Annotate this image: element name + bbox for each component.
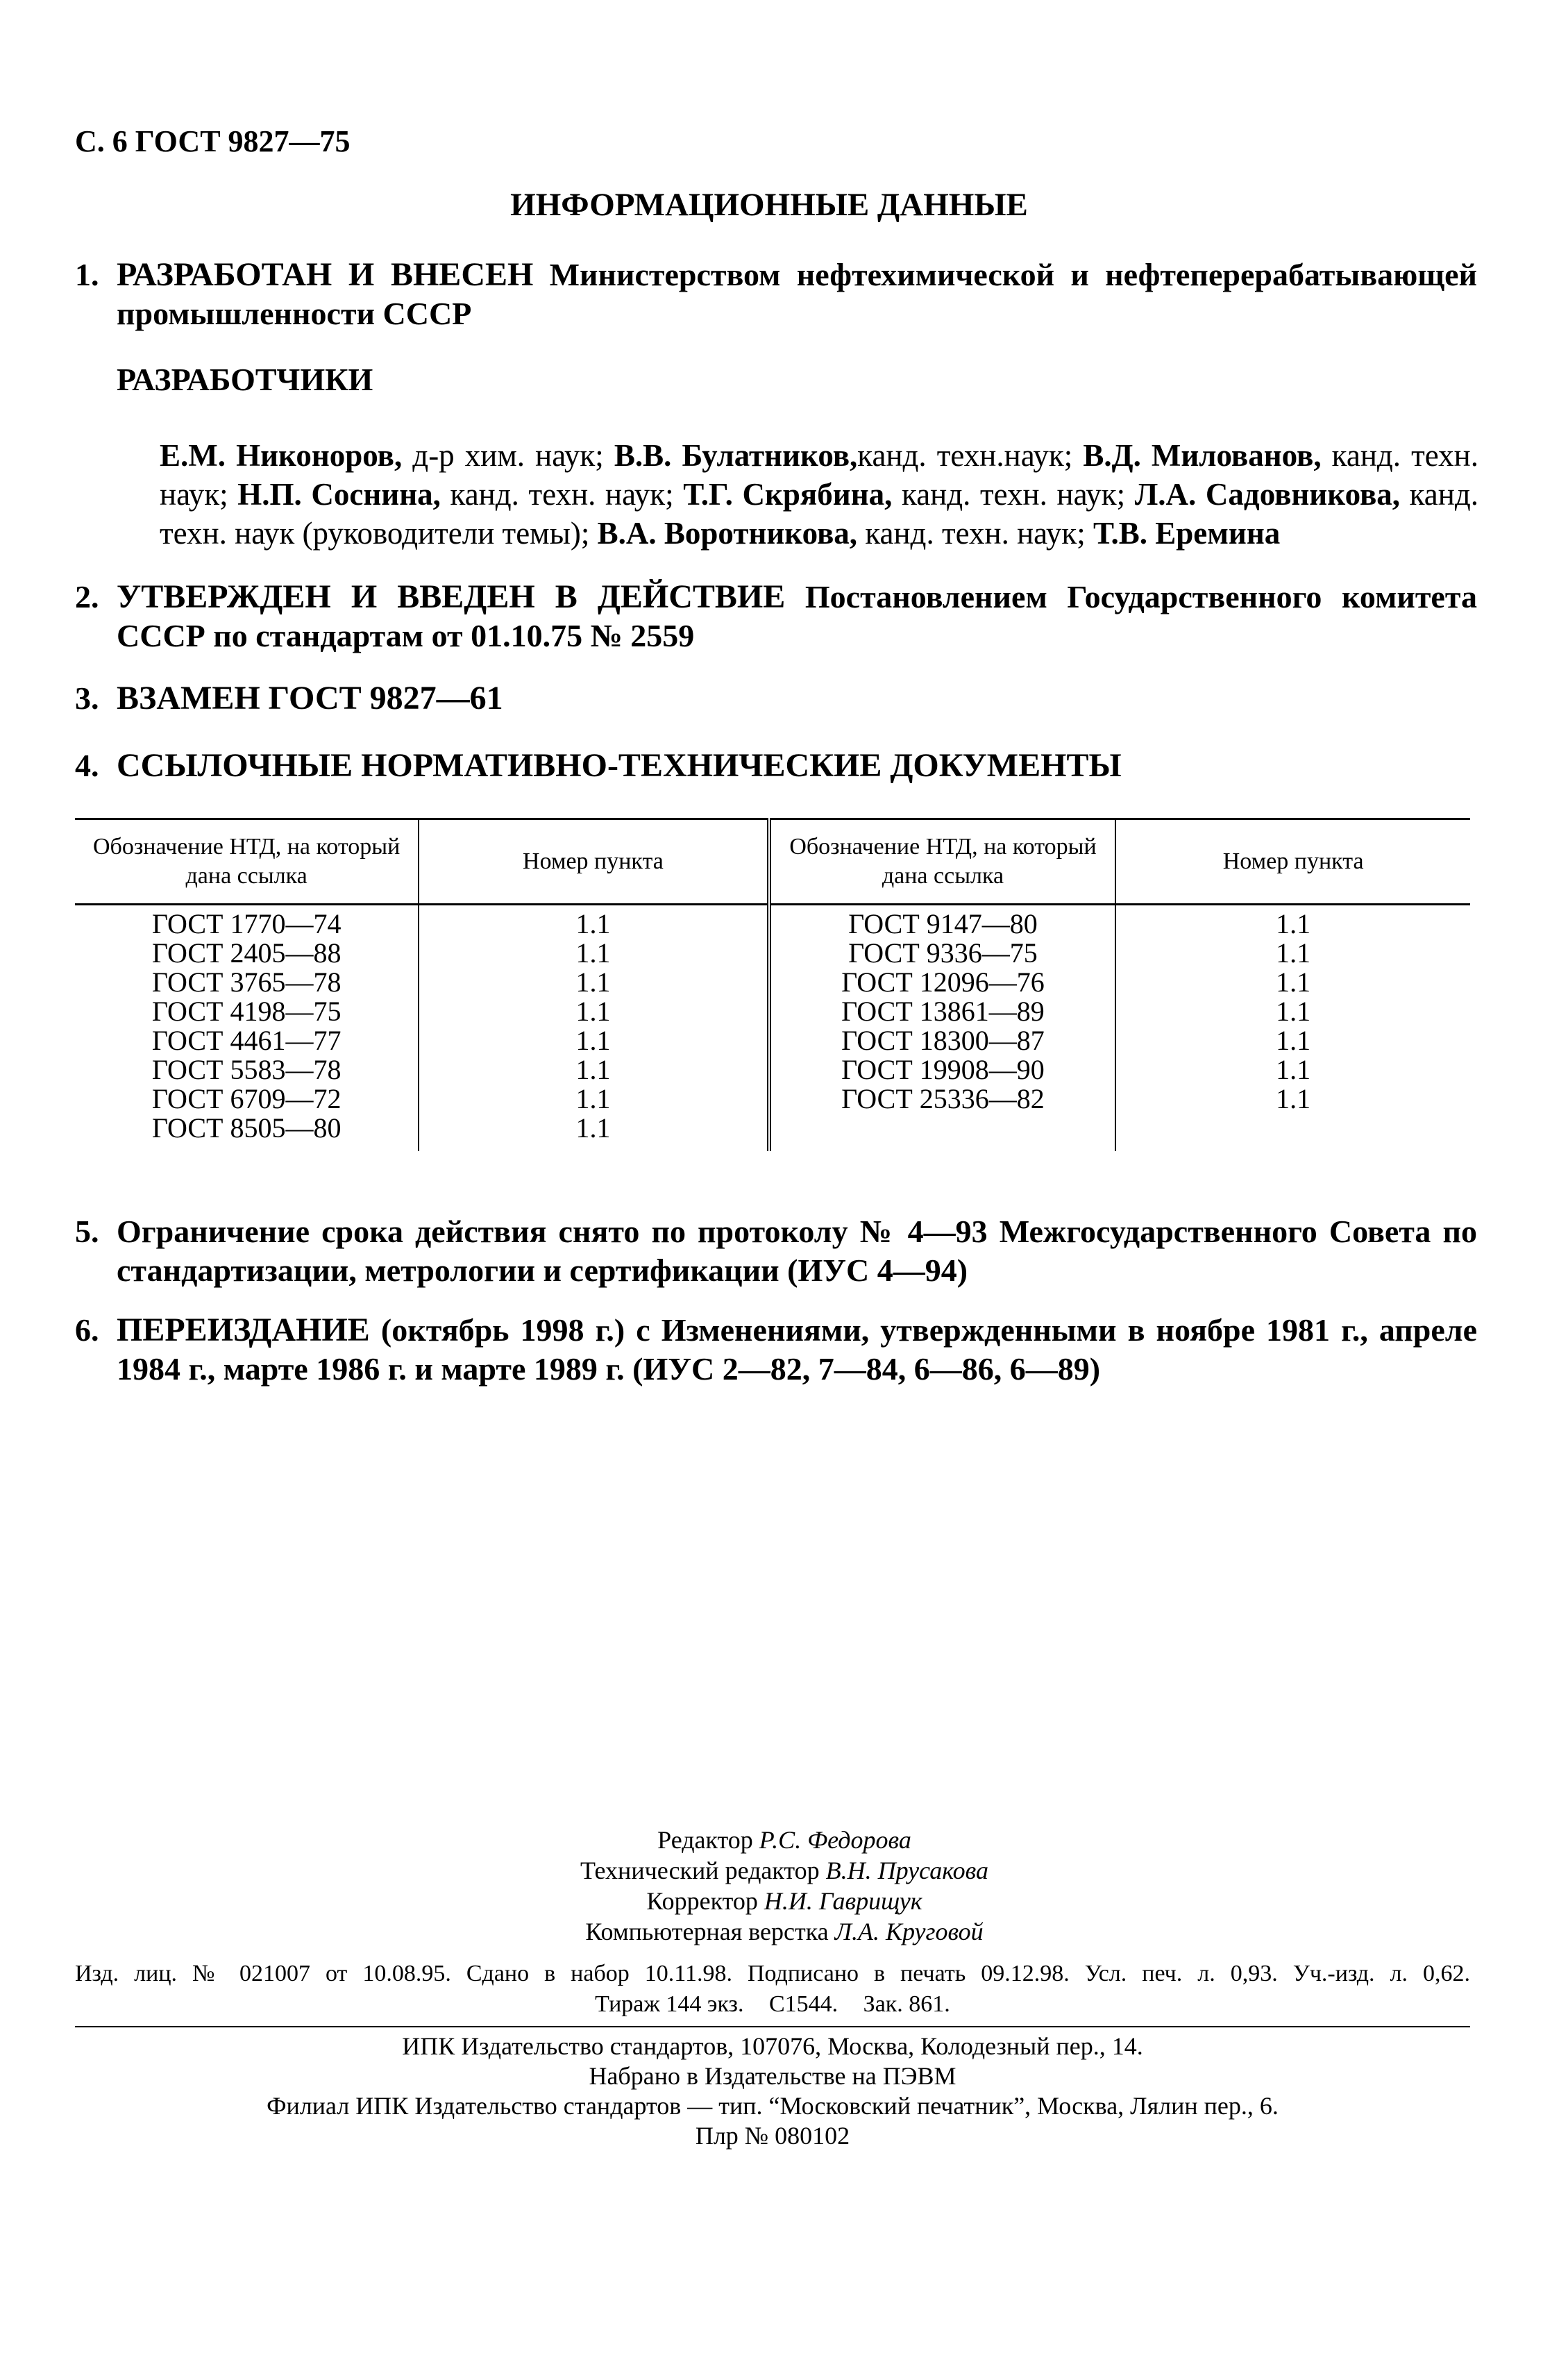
credit-role: Редактор [657,1826,759,1854]
doc-cell: ГОСТ 9336—75 [848,937,1038,969]
pub-field: С1544. [768,1991,838,2017]
item-text: Министерством нефтехимической и нефтеперерабатывающей промышленности СССР [117,257,1478,331]
print-run-line [75,1990,1470,2019]
doc-cell: ГОСТ 5583—78 [151,1054,342,1085]
developer-title: канд. техн. наук; [892,477,1135,512]
divider [75,2026,1470,2027]
credit-name: Р.С. Федорова [759,1826,911,1854]
document-title: ИНФОРМАЦИОННЫЕ ДАННЫЕ [510,187,1028,223]
doc-cell: ГОСТ 1770—74 [151,908,342,939]
header-designation: Обозначение НТД, на который дана ссылка [769,819,1116,905]
credit-line [347,1916,1222,1947]
developer-name: Т.В. Еремина [1093,516,1281,551]
table-row [75,905,1470,1152]
credit-role: Корректор [646,1887,764,1915]
item-lead: РАЗРАБОТАН И ВНЕСЕН [117,256,534,293]
point-cell: 1.1 [575,908,611,939]
doc-cell: ГОСТ 25336—82 [841,1083,1045,1114]
point-cell: 1.1 [1276,908,1311,939]
item-number: 1. [75,257,99,292]
item-4 [75,746,1477,785]
header-point-number: Номер пункта [419,819,768,905]
developer-name: Л.А. Садовникова, [1134,477,1400,512]
developer-name: В.В. Булатников, [614,438,858,473]
developer-title: д-р хим. наук; [402,438,614,473]
pub-field: Подписано в печать 09.12.98. [747,1961,1070,1986]
credit-role: Компьютерная верстка [585,1918,835,1945]
right-designations [769,905,1116,1152]
footer-line: Набрано в Издательстве на ПЭВМ [589,2062,956,2090]
doc-cell: ГОСТ 6709—72 [151,1083,342,1114]
point-cell: 1.1 [1276,1083,1311,1114]
item-text: Постановлением Государственного комитета СССР по стандартам от 01.10.75 № 2559 [117,579,1478,653]
developer-name: Н.П. Соснина, [237,477,441,512]
developers-list [160,436,1478,553]
pub-field: Зак. 861. [863,1991,950,2017]
publisher-footer [75,2032,1470,2151]
doc-cell: ГОСТ 4461—77 [151,1025,342,1056]
point-cell: 1.1 [575,937,611,969]
credit-line [347,1855,1222,1886]
point-cell: 1.1 [575,996,611,1027]
doc-cell: ГОСТ 4198—75 [151,996,342,1027]
pub-field: Сдано в набор 10.11.98. [466,1961,732,1986]
developers-heading: РАЗРАБОТЧИКИ [117,362,373,397]
credit-line [347,1825,1222,1855]
credits [347,1825,1222,1947]
developer-name: В.Д. Милованов, [1083,438,1322,473]
item-lead: ПЕРЕИЗДАНИЕ [117,1312,370,1348]
item-number: 2. [75,579,99,614]
item-lead: ВЗАМЕН ГОСТ 9827—61 [117,680,503,717]
pub-field: Тираж 144 экз. [595,1991,744,2017]
right-points [1115,905,1470,1152]
footer-line: Плр № 080102 [695,2122,850,2150]
credit-name: Н.И. Гаврищук [764,1887,922,1915]
item-number: 5. [75,1214,99,1249]
developer-title: канд. техн. наук; [440,477,684,512]
item-number: 4. [75,748,99,783]
point-cell: 1.1 [1276,966,1311,998]
point-cell: 1.1 [1276,996,1311,1027]
item-number: 3. [75,680,99,716]
developer-title: канд. техн. наук; [160,438,1479,512]
item-1 [75,256,1477,333]
doc-cell: ГОСТ 12096—76 [841,966,1045,998]
page-header: С. 6 ГОСТ 9827—75 [75,124,351,158]
item-6 [75,1311,1477,1389]
item-5 [75,1212,1477,1290]
left-designations [75,905,419,1152]
point-cell: 1.1 [1276,937,1311,969]
point-cell: 1.1 [1276,1054,1311,1085]
credit-name: В.Н. Прусакова [825,1857,989,1884]
footer-line: ИПК Издательство стандартов, 107076, Москва, Колодезный пер., 14. [402,2032,1143,2060]
doc-cell: ГОСТ 13861—89 [841,996,1045,1027]
doc-cell: ГОСТ 18300—87 [841,1025,1045,1056]
point-cell: 1.1 [1276,1025,1311,1056]
developer-title: канд. техн. наук (руководители темы); [160,477,1479,551]
developer-name: Т.Г. Скрябина, [683,477,893,512]
footer-line: Филиал ИПК Издательство стандартов — тип. “Московский печатник”, Москва, Лялин пер., 6. [267,2092,1279,2120]
developer-title: канд. техн. наук; [857,516,1093,551]
developer-name: В.А. Воротникова, [597,516,858,551]
publishing-info-line [75,1959,1470,1988]
doc-cell: ГОСТ 8505—80 [151,1112,342,1144]
credit-role: Технический редактор [580,1857,826,1884]
credit-line [347,1886,1222,1916]
pub-field: Изд. лиц. № 021007 от 10.08.95. [75,1961,451,1986]
developer-name: Е.М. Никоноров, [160,438,403,473]
item-text: (октябрь 1998 г.) с Изменениями, утвержденными в ноябре 1981 г., апреле 1984 г., марте 1986 г. и марте 1989 г. (ИУС 2—82, 7—84, 6—86, 6—89) [117,1312,1478,1387]
item-text: Ограничение срока действия снято по протоколу № 4—93 Межгосударственного Совета по стандартизации, метрологии и сертификации (ИУС 4—94) [117,1214,1477,1288]
header-point-number: Номер пункта [1115,819,1470,905]
item-lead: УТВЕРЖДЕН И ВВЕДЕН В ДЕЙСТВИЕ [117,578,786,615]
item-lead: ССЫЛОЧНЫЕ НОРМАТИВНО-ТЕХНИЧЕСКИЕ ДОКУМЕНТЫ [117,747,1122,784]
point-cell: 1.1 [575,1054,611,1085]
doc-cell: ГОСТ 3765—78 [151,966,342,998]
point-cell: 1.1 [575,1025,611,1056]
doc-cell: ГОСТ 2405—88 [151,937,342,969]
pub-field: Уч.-изд. л. 0,62. [1292,1961,1471,1986]
item-2 [75,578,1477,655]
table-header-row [75,819,1470,905]
credit-name: Л.А. Круговой [834,1918,984,1945]
header-designation: Обозначение НТД, на который дана ссылка [75,819,419,905]
doc-cell: ГОСТ 19908—90 [841,1054,1045,1085]
references-table [75,818,1470,1151]
left-points [419,905,768,1152]
item-3 [75,679,1477,718]
point-cell: 1.1 [575,1112,611,1144]
pub-field: Усл. печ. л. 0,93. [1084,1961,1278,1986]
doc-cell: ГОСТ 9147—80 [848,908,1038,939]
developer-title: канд. техн.наук; [857,438,1084,473]
point-cell: 1.1 [575,1083,611,1114]
point-cell: 1.1 [575,966,611,998]
item-number: 6. [75,1312,99,1348]
